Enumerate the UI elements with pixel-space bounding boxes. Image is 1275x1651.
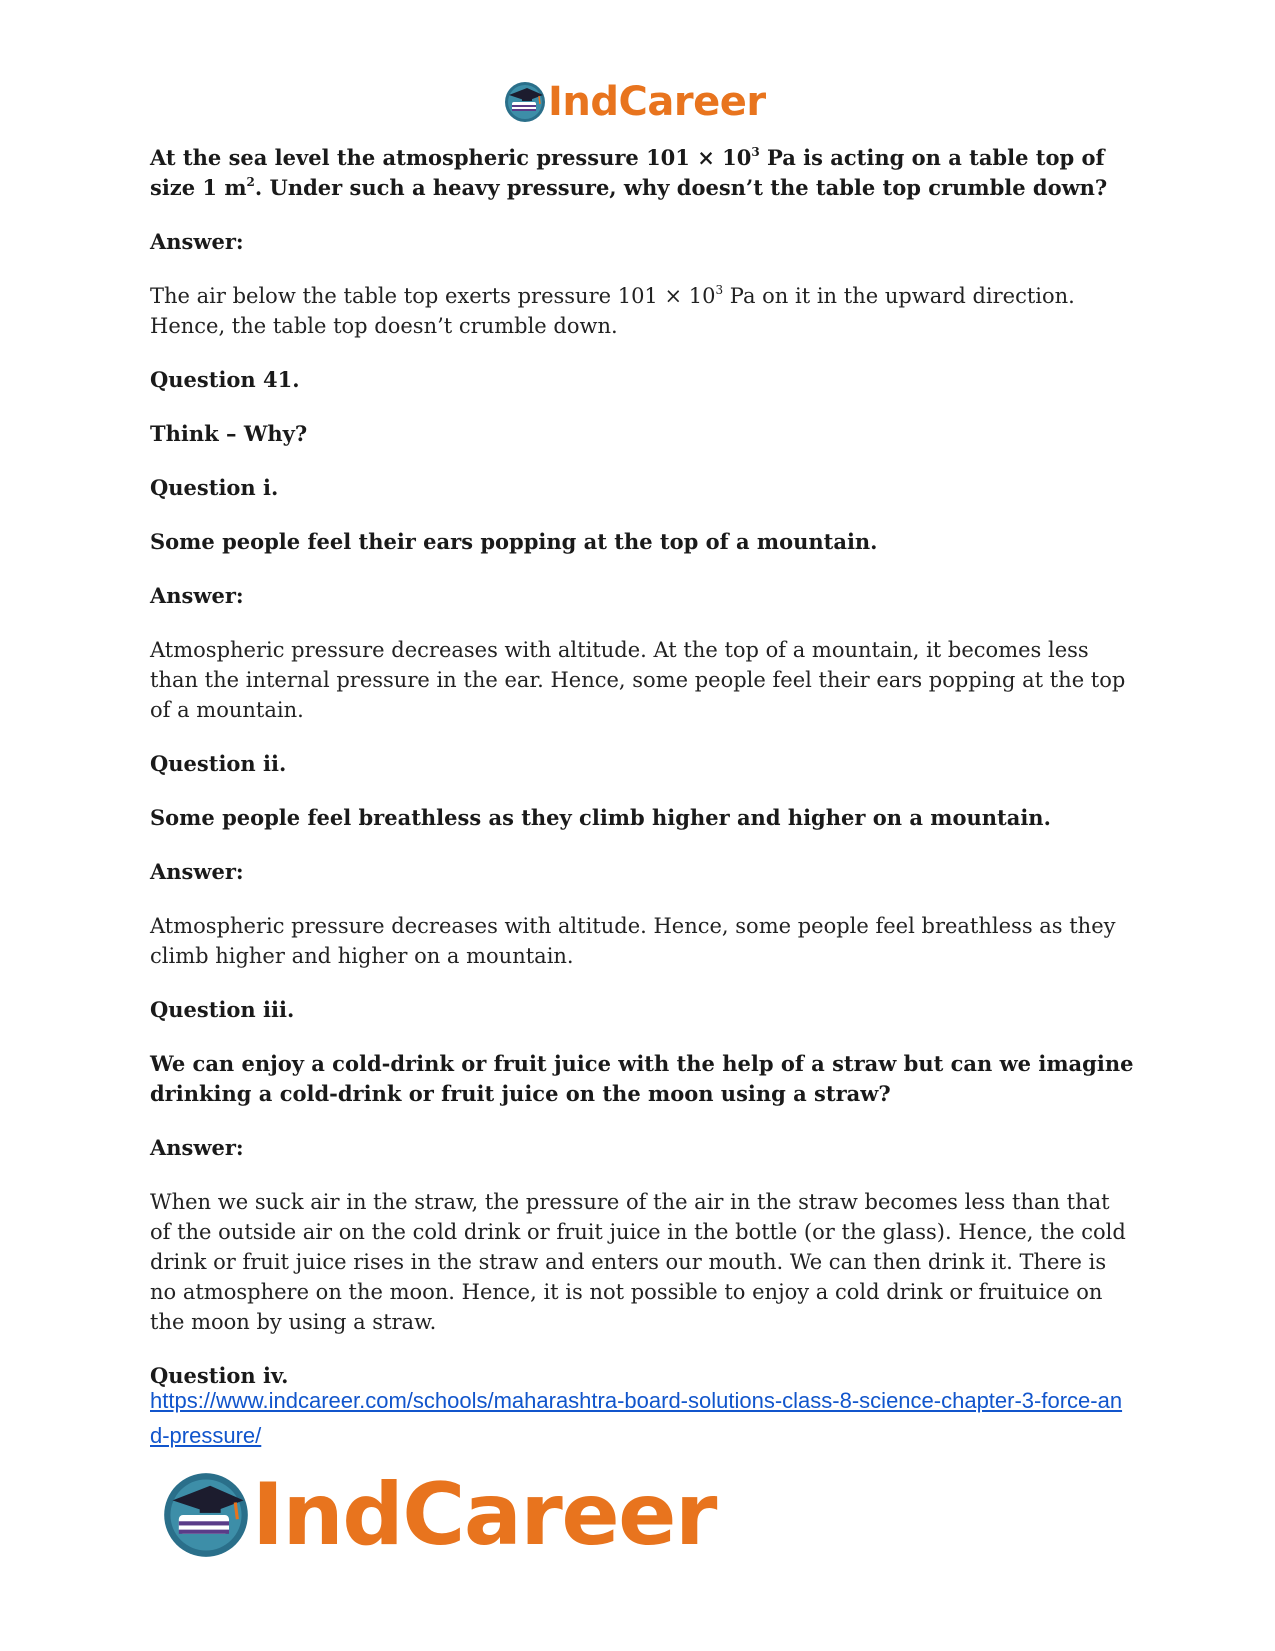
answer-text-i: Atmospheric pressure decreases with altitude. At the top of a mountain, it becomes less than the internal pressure in the ear. Hence, some people feel their ears popping at the top of a mountain. [150,638,1126,722]
question-intro-exponent-1: 3 [751,145,760,159]
question-text-iii: We can enjoy a cold-drink or fruit juice with the help of a straw but can we imagine drinking a cold-drink or fruit juice on the moon using a straw? [150,1051,1134,1106]
question-heading-41: Question 41. [150,367,300,392]
header-logo [503,78,766,126]
answer-label: Answer: [150,859,244,884]
graduation-cap-book-icon [503,80,547,124]
question-text-i: Some people feel their ears popping at the top of a mountain. [150,529,878,554]
question-intro-text-1: At the sea level the atmospheric pressure 101 × 10 [150,145,752,170]
document-body [150,143,1135,1391]
section-heading-think-why: Think – Why? [150,421,308,446]
question-intro-text-2: Pa is acting on a table top of size 1 m [150,145,1105,200]
answer-text-ii: Atmospheric pressure decreases with altitude. Hence, some people feel breathless as they climb higher and higher on a mountain. [150,914,1116,968]
answer-label: Answer: [150,229,244,254]
graduation-cap-book-icon [160,1469,252,1561]
header-logo-text: IndCareer [548,79,766,125]
answer-text-iii: When we suck air in the straw, the pressure of the air in the straw becomes less than that of the outside air on the cold drink or fruit juice in the bottle (or the glass). Hence, the cold drink or fruit juice rises in the straw and enters our mouth. We can then drink it. There is no atmosphere on the moon. Hence, it is not possible to enjoy a cold drink or fruituice on the moon by using a straw. [150,1190,1126,1334]
footer-logo [160,1465,716,1565]
question-intro [150,143,1135,203]
answer-label: Answer: [150,1135,244,1160]
question-intro-exponent-2: 2 [246,175,255,189]
footer-logo-text: IndCareer [252,1465,716,1565]
answer-text [150,281,1135,341]
answer-text-part-1: The air below the table top exerts pressure 101 × 10 [150,284,716,308]
answer-text-part-2: Pa on it in the upward direction. Hence, the table top doesn’t crumble down. [150,284,1075,338]
answer-label: Answer: [150,583,244,608]
question-heading-iii: Question iii. [150,997,295,1022]
question-heading-iv: Question iv. [150,1363,289,1388]
source-link[interactable]: https://www.indcareer.com/schools/maharashtra-board-solutions-class-8-science-chapter-3-force-and-pressure/ [150,1388,1123,1448]
answer-text-exponent: 3 [715,283,724,297]
question-text-ii: Some people feel breathless as they climb higher and higher on a mountain. [150,805,1051,830]
question-intro-text-3: . Under such a heavy pressure, why doesn’t the table top crumble down? [254,175,1108,200]
question-heading-i: Question i. [150,475,279,500]
question-heading-ii: Question ii. [150,751,287,776]
